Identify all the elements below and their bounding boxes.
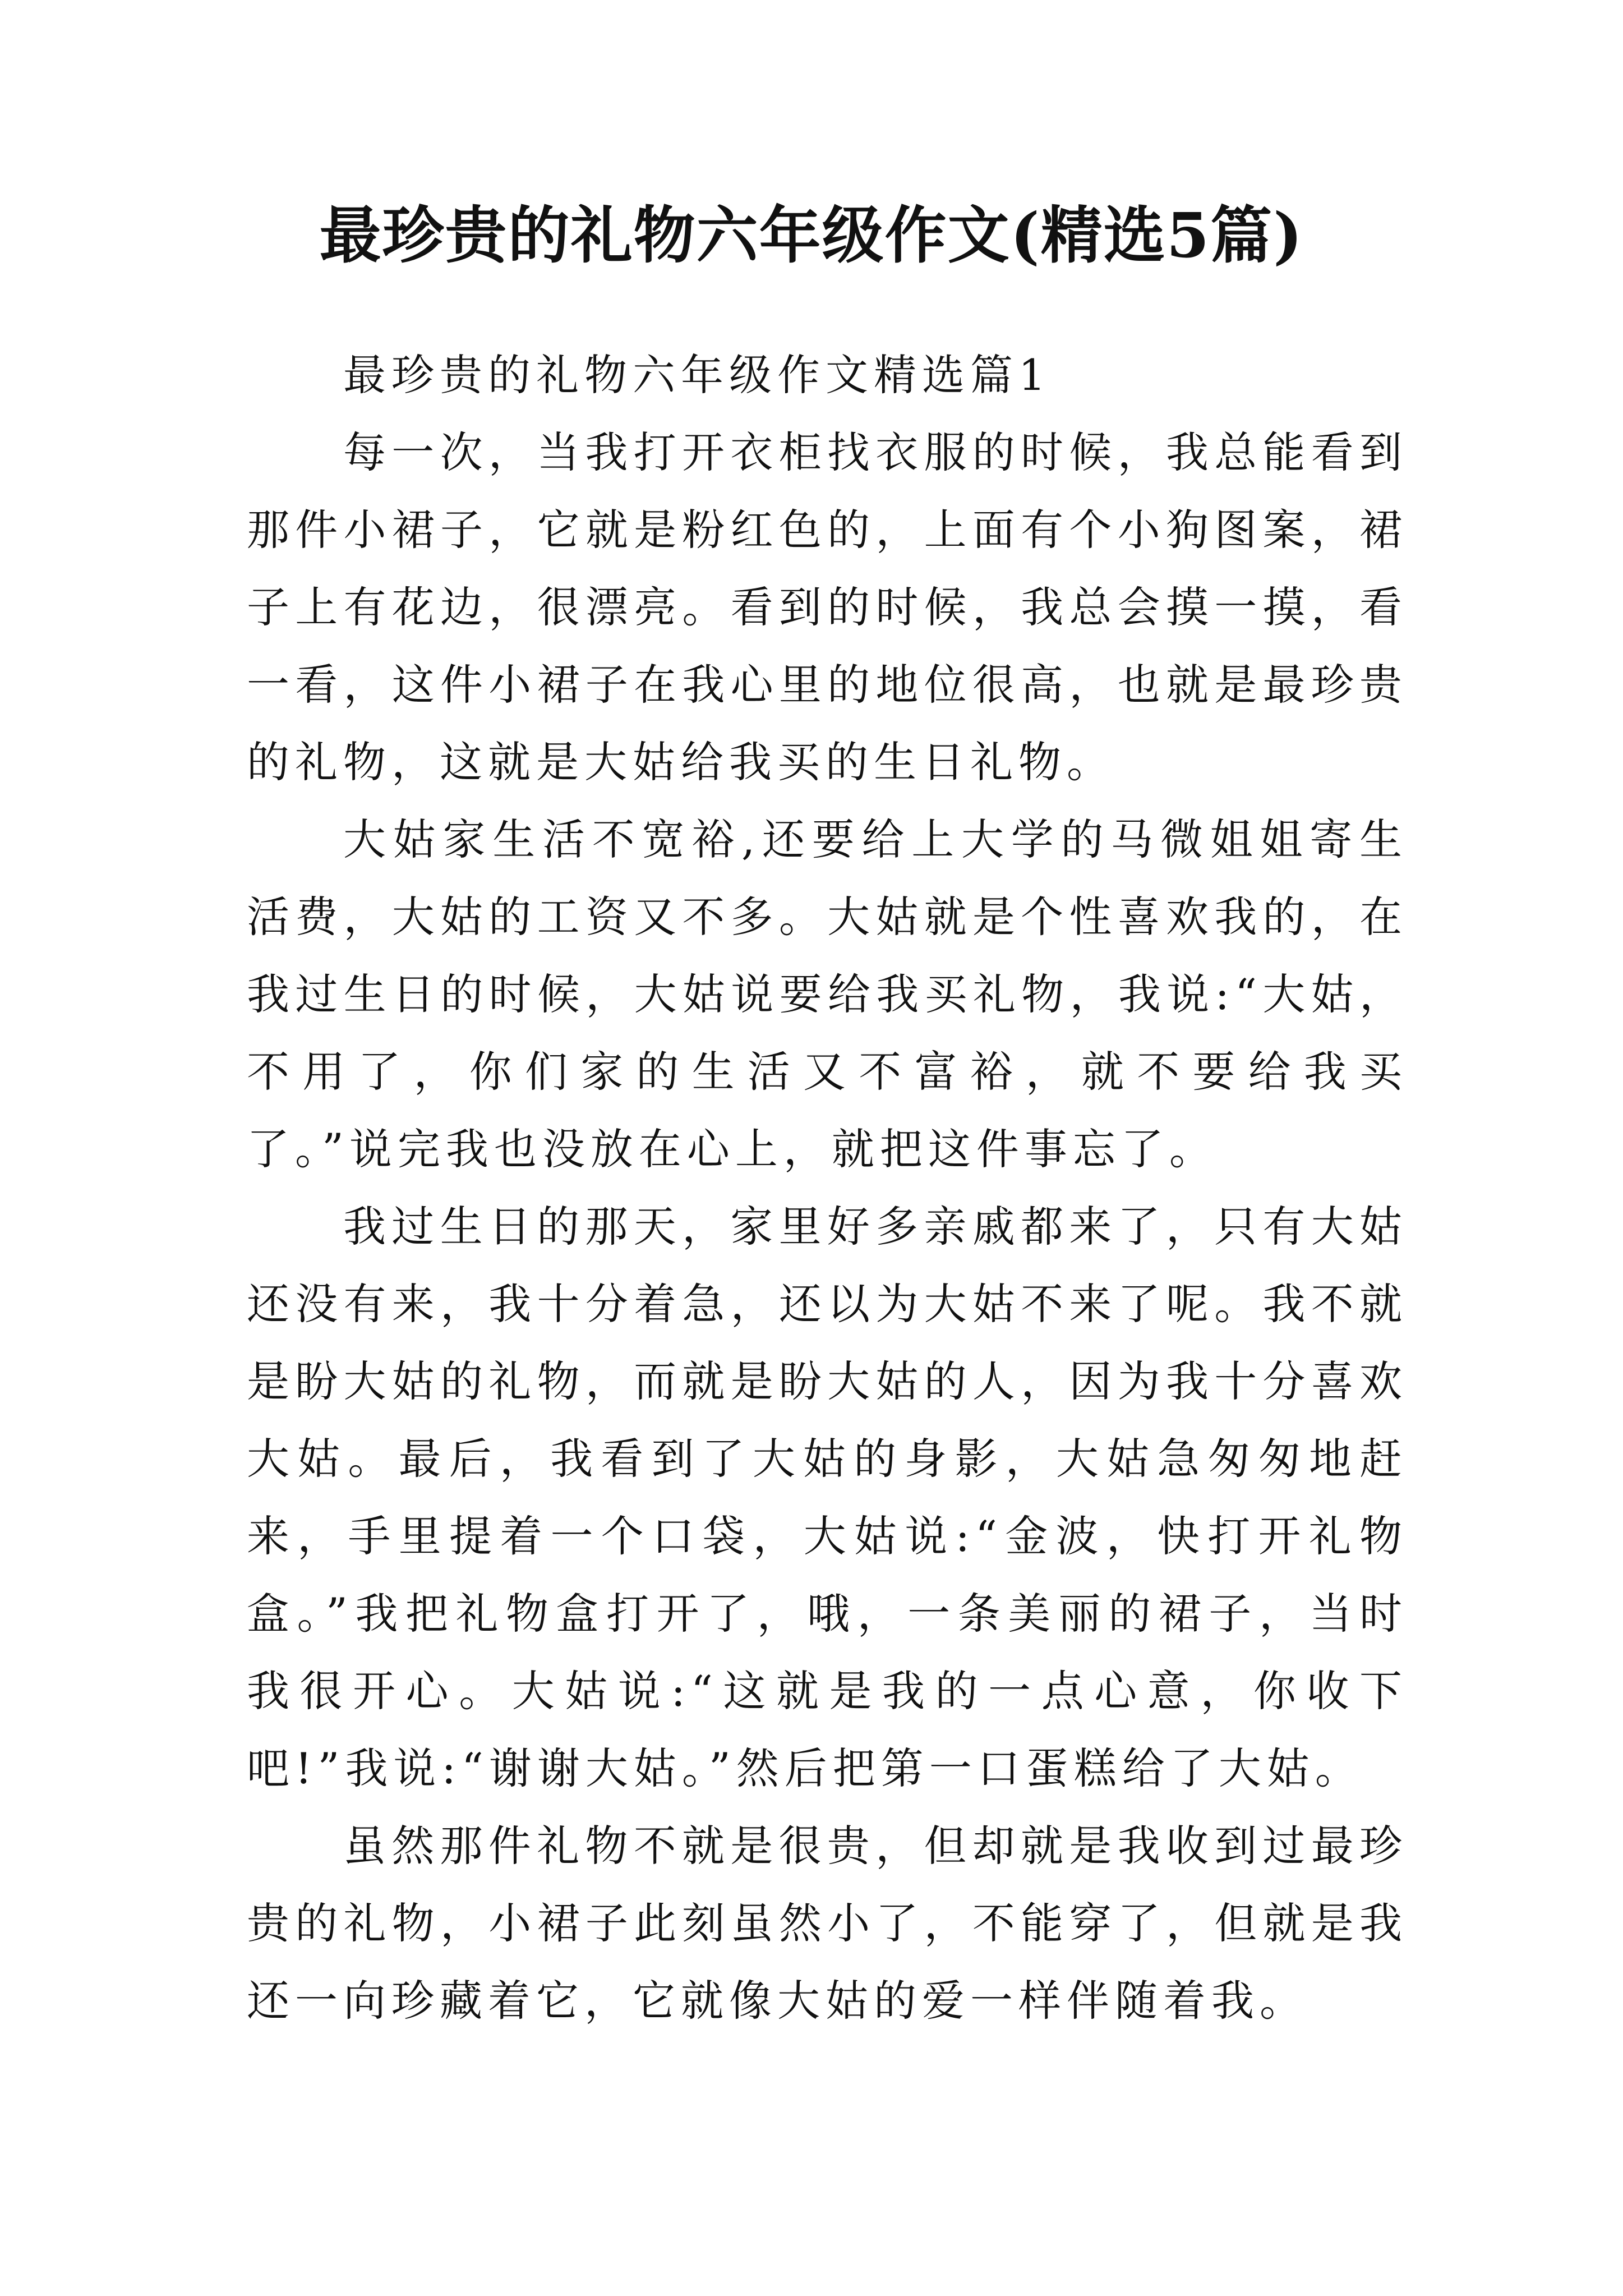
paragraph-2: 大姑家生活不宽裕,还要给上大学的马微姐姐寄生活费，大姑的工资又不多。大姑就是个性喜欢我的，在我过生日的时候，大姑说要给我买礼物，我说:“大姑，不用了，你们家的生活又不富裕，就不要给我买了。”说完我也没放在心上，就把这件事忘了。 xyxy=(247,815,1408,1174)
paragraph-4: 虽然那件礼物不就是很贵，但却就是我收到过最珍贵的礼物，小裙子此刻虽然小了，不能穿了，但就是我还一向珍藏着它，它就像大姑的爱一样伴随着我。 xyxy=(247,1821,1408,2026)
paragraph-3: 我过生日的那天，家里好多亲戚都来了，只有大姑还没有来，我十分着急，还以为大姑不来了呢。我不就是盼大姑的礼物，而就是盼大姑的人，因为我十分喜欢大姑。最后，我看到了大姑的身影，大姑急匆匆地赶来，手里提着一个口袋，大姑说:“金波，快打开礼物盒。”我把礼物盒打开了，哦，一条美丽的裙子，当时我很开心。大姑说:“这就是我的一点心意，你收下吧!”我说:“谢谢大姑。”然后把第一口蛋糕给了大姑。 xyxy=(247,1202,1408,1793)
section-heading: 最珍贵的礼物六年级作文精选篇1 xyxy=(343,350,1052,400)
paragraph-1: 每一次，当我打开衣柜找衣服的时候，我总能看到那件小裙子，它就是粉红色的，上面有个小狗图案，裙子上有花边，很漂亮。看到的时候，我总会摸一摸，看一看，这件小裙子在我心里的地位很高，也就是最珍贵的礼物，这就是大姑给我买的生日礼物。 xyxy=(247,427,1408,787)
document-title: 最珍贵的礼物六年级作文(精选5篇) xyxy=(319,199,1304,272)
document-body xyxy=(247,337,1408,2040)
